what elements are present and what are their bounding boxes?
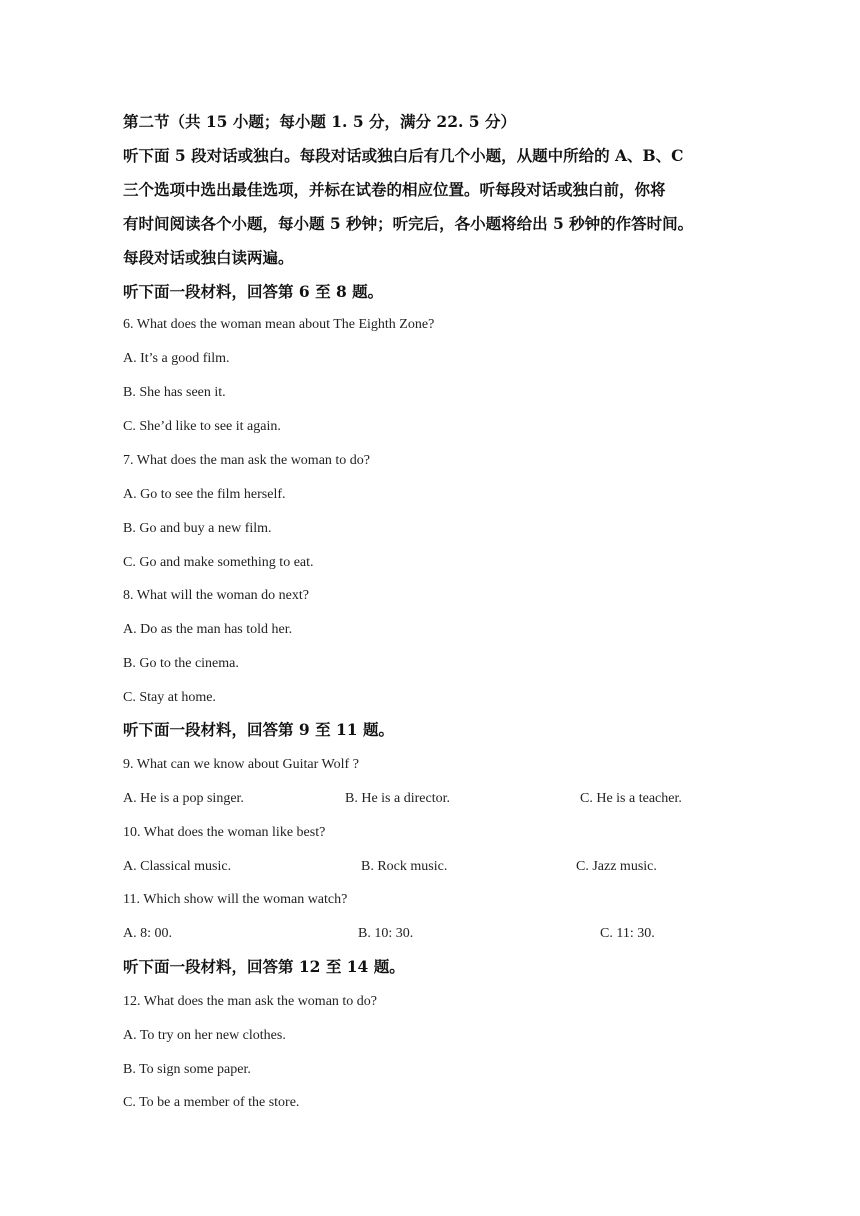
answer-option: A. He is a pop singer. <box>123 791 244 806</box>
answer-option: B. Go and buy a new film. <box>123 521 272 536</box>
answer-option: B. Go to the cinema. <box>123 656 239 671</box>
question-stem: 7. What does the man ask the woman to do? <box>123 453 371 468</box>
answer-option: A. To try on her new clothes. <box>123 1028 286 1043</box>
answer-option: B. 10: 30. <box>358 926 414 941</box>
question-stem: 9. What can we know about Guitar Wolf ? <box>123 757 359 772</box>
answer-option: C. She’d like to see it again. <box>123 419 281 434</box>
answer-option: A. Go to see the film herself. <box>123 487 286 502</box>
answer-option: A. Classical music. <box>123 859 232 874</box>
instruction-line: 每段对话或独白读两遍。 <box>123 248 294 267</box>
question-stem: 8. What will the woman do next? <box>123 588 309 603</box>
section-title: 第二节（共 15 小题；每小题 1. 5 分，满分 22. 5 分） <box>123 112 516 131</box>
question-stem: 6. What does the woman mean about The Eighth Zone? <box>123 317 435 332</box>
answer-option: B. To sign some paper. <box>123 1062 251 1077</box>
answer-option: B. She has seen it. <box>123 385 226 400</box>
instruction-line: 有时间阅读各个小题，每小题 5 秒钟；听完后，各小题将给出 5 秒钟的作答时间。 <box>123 214 694 233</box>
answer-option: C. Jazz music. <box>576 859 657 874</box>
group-heading: 听下面一段材料，回答第 12 至 14 题。 <box>123 957 405 976</box>
answer-option: C. Stay at home. <box>123 690 216 705</box>
answer-option: A. Do as the man has told her. <box>123 622 293 637</box>
question-stem: 12. What does the man ask the woman to do? <box>123 994 378 1009</box>
instruction-line: 听下面 5 段对话或独白。每段对话或独白后有几个小题，从题中所给的 A、B、C <box>123 146 684 165</box>
answer-option: B. Rock music. <box>361 859 448 874</box>
question-stem: 10. What does the woman like best? <box>123 825 326 840</box>
answer-option: C. Go and make something to eat. <box>123 555 314 570</box>
answer-option: C. He is a teacher. <box>580 791 682 806</box>
group-heading: 听下面一段材料，回答第 6 至 8 题。 <box>123 282 384 301</box>
answer-option: C. 11: 30. <box>600 926 655 941</box>
answer-option: B. He is a director. <box>345 791 450 806</box>
answer-option: A. It’s a good film. <box>123 351 230 366</box>
answer-option: A. 8: 00. <box>123 926 172 941</box>
instruction-line: 三个选项中选出最佳选项，并标在试卷的相应位置。听每段对话或独白前，你将 <box>123 180 666 199</box>
question-stem: 11. Which show will the woman watch? <box>123 892 348 907</box>
answer-option: C. To be a member of the store. <box>123 1095 300 1110</box>
group-heading: 听下面一段材料，回答第 9 至 11 题。 <box>123 720 394 739</box>
